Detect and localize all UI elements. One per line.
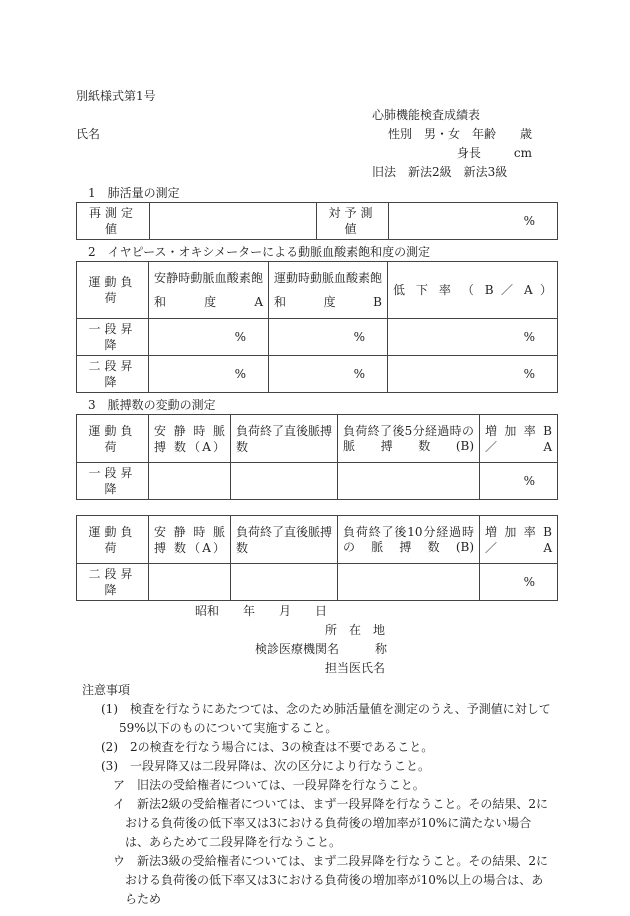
table-row [77, 463, 558, 500]
note-item: ウ 新法3級の受給権者については、まず二段昇降を行なうこと。その結果、2における負荷後の低下率又は3における負荷後の増加率が10%以上の場合は、あらため [113, 854, 549, 906]
document [76, 0, 557, 909]
header-10min-pulse: 負荷終了後10分経過時の脈搏数(B) [338, 516, 480, 564]
increase-rate-cell[interactable]: % [480, 463, 558, 500]
rest-saturation-cell[interactable]: % [149, 356, 269, 393]
header-rest-pulse: 安 静 時 脈 搏 数（A） [149, 516, 231, 564]
section3-title: 3 脈搏数の変動の測定 [88, 397, 216, 412]
header-exercise-load: 運動負荷 [77, 415, 149, 463]
header-post-load-pulse: 負荷終了直後脈搏数 [231, 415, 338, 463]
notes-section [76, 681, 552, 909]
header-decrease-rate: 低 下 率 （ B ／ A ） [388, 262, 558, 319]
row-label: 一段昇降 [77, 463, 149, 500]
row-label: 二段昇降 [77, 356, 149, 393]
table-row [77, 356, 558, 393]
exercise-saturation-cell[interactable]: % [269, 319, 388, 356]
post-load-pulse-cell[interactable] [231, 564, 338, 601]
header-post-load-pulse: 負荷終了直後脈搏数 [231, 516, 338, 564]
measured-label: 再測定値 [77, 203, 150, 240]
age-unit: 歳 [519, 126, 532, 141]
note-item: ア 旧法の受給権者については、一段昇降を行なうこと。 [113, 778, 425, 792]
sex-label: 性別 [387, 126, 412, 141]
address-label: 所 在 地 [325, 622, 386, 637]
category: 旧法 新法2級 新法3級 [372, 164, 508, 179]
decrease-rate-cell[interactable]: % [388, 356, 558, 393]
date-field: 昭和 年 月 日 [195, 603, 328, 618]
row-label: 一段昇降 [77, 319, 149, 356]
notes-title: 注意事項 [82, 683, 131, 697]
sex-options: 男・女 [423, 126, 460, 141]
header-increase-rate: 増 加 率 B ／ A [480, 415, 558, 463]
form-number: 別紙様式第1号 [76, 88, 156, 103]
name-label: 氏名 [76, 126, 101, 141]
header-increase-rate: 増 加 率 B ／ A [480, 516, 558, 564]
section1-title: 1 肺活量の測定 [88, 185, 180, 200]
measured-value-cell[interactable] [150, 203, 317, 240]
rest-saturation-cell[interactable]: % [149, 319, 269, 356]
5min-pulse-cell[interactable] [338, 463, 480, 500]
increase-rate-cell[interactable]: % [480, 564, 558, 601]
institution-label: 検診医療機関名 称 [255, 641, 388, 656]
header-exercise-load: 運動負荷 [77, 262, 149, 319]
predicted-label: 対予測値 [317, 203, 389, 240]
table-row [77, 564, 558, 601]
predicted-value-cell[interactable]: % [389, 203, 558, 240]
rest-pulse-cell[interactable] [149, 463, 231, 500]
note-item: イ 新法2級の受給権者については、まず一段昇降を行なうこと。その結果、2における負荷後の低下率又は3における負荷後の増加率が10%に満たない場合は、あらためて二段昇降を行なうこと。 [113, 797, 549, 849]
header-exercise-load: 運動負荷 [77, 516, 149, 564]
decrease-rate-cell[interactable]: % [388, 319, 558, 356]
oxygen-saturation-table [76, 261, 558, 393]
post-load-pulse-cell[interactable] [231, 463, 338, 500]
section2-title: 2 イヤピース・オキシメーターによる動脈血酸素飽和度の測定 [88, 244, 431, 259]
note-item: (2) 2の検査を行なう場合には、3の検査は不要であること。 [101, 740, 434, 754]
vital-capacity-table [76, 202, 558, 240]
header-exercise-saturation: 運動時動脈血酸素飽和度B [269, 262, 388, 319]
note-item: (3) 一段昇降又は二段昇降は、次の区分により行なうこと。 [101, 759, 431, 773]
exercise-saturation-cell[interactable]: % [269, 356, 388, 393]
age-label: 年齢 [471, 126, 496, 141]
table-row [77, 319, 558, 356]
header-5min-pulse: 負荷終了後5分経過時の脈搏数(B) [338, 415, 480, 463]
rest-pulse-cell[interactable] [149, 564, 231, 601]
10min-pulse-cell[interactable] [338, 564, 480, 601]
pulse-table-1 [76, 414, 558, 500]
header-rest-saturation: 安静時動脈血酸素飽和度A [149, 262, 269, 319]
header-rest-pulse: 安 静 時 脈 搏 数（A） [149, 415, 231, 463]
note-item: (1) 検査を行なうにあたつては、念のため肺活量値を測定のうえ、予測値に対して59%以下のものについて実施すること。 [101, 702, 551, 735]
height-unit: cm [513, 145, 532, 160]
pulse-table-2 [76, 515, 558, 601]
height-label: 身長 [456, 145, 481, 160]
row-label: 二段昇降 [77, 564, 149, 601]
doctor-label: 担当医氏名 [325, 660, 386, 675]
page-title: 心肺機能検査成績表 [372, 107, 481, 122]
